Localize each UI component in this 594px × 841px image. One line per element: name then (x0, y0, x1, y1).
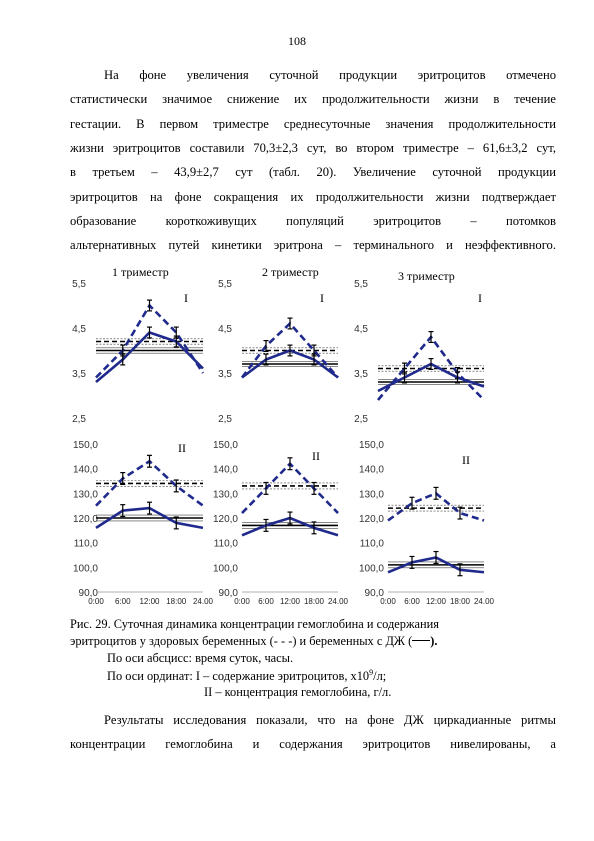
y-tick-label: 100,0 (212, 563, 238, 575)
caption-line-4-text: По оси ординат: I – содержание эритроцитов, х10 (107, 669, 370, 684)
y-tick-label: 120,0 (212, 514, 238, 525)
panel-label: II (462, 453, 470, 467)
x-tick-label: 0:00 (88, 597, 104, 606)
figure-29-charts (0, 258, 594, 620)
y-tick-label: 90,0 (78, 588, 98, 599)
caption-line-3: По оси абсцисс: время суток, часы. (107, 651, 294, 665)
text-line: статистически значимое снижение их продолжительности жизни в течение (70, 92, 556, 107)
y-tick-label: 120,0 (358, 514, 384, 525)
text-line: образование короткоживущих популяций эритроцитов – потомков (70, 213, 556, 228)
x-tick-label: 24.00 (192, 597, 214, 606)
caption-line-5: II – концентрация гемоглобина, г/л. (204, 685, 392, 699)
y-tick-label: 130,0 (212, 489, 238, 501)
x-tick-label: 6:00 (404, 597, 420, 606)
y-tick-label: 5,5 (218, 279, 232, 290)
y-tick-label: 150,0 (358, 440, 384, 451)
y-tick-label: 150,0 (72, 440, 98, 451)
x-tick-label: 18:00 (449, 597, 471, 606)
text-line: На фоне увеличения суточной продукции эритроцитов отмечено (104, 68, 556, 82)
y-tick-label: 5,5 (72, 279, 86, 290)
x-tick-label: 0:00 (234, 597, 250, 606)
y-tick-label: 90,0 (218, 588, 238, 599)
panel-label: I (184, 291, 188, 305)
page-number: 108 (288, 34, 306, 48)
x-tick-label: 24.00 (473, 597, 495, 606)
y-tick-label: 130,0 (358, 489, 384, 501)
y-tick-label: 110,0 (359, 538, 384, 550)
y-tick-label: 2,5 (218, 414, 232, 425)
y-tick-label: 100,0 (358, 563, 384, 575)
trimester-title: 1 триместр (112, 265, 169, 279)
x-tick-label: 12:00 (139, 597, 160, 606)
panel-label: I (478, 291, 482, 305)
caption-line-1: Рис. 29. Суточная динамика концентрации гемоглобина и содержания (70, 617, 439, 631)
y-tick-label: 4,5 (72, 324, 86, 335)
text-line: Результаты исследования показали, что на фоне ДЖ циркадианные ритмы (104, 713, 556, 727)
x-tick-label: 12:00 (425, 597, 447, 606)
y-tick-label: 3,5 (72, 369, 86, 380)
x-tick-label: 0:00 (380, 597, 396, 606)
x-tick-label: 24.00 (327, 597, 349, 606)
x-tick-label: 6:00 (258, 597, 274, 606)
caption-superscript: 9 (369, 668, 374, 677)
panel-label: II (178, 441, 186, 455)
y-tick-label: 150,0 (212, 440, 238, 451)
x-tick-label: 6:00 (114, 597, 131, 606)
x-tick-label: 18:00 (166, 597, 187, 606)
y-tick-label: 110,0 (73, 538, 98, 550)
series-ida (96, 333, 203, 383)
panel-label: II (312, 449, 320, 463)
text-line: жизни эритроцитов составили 70,3±2,3 сут, во втором триместре – 61,6±3,2 сут, (70, 140, 556, 155)
caption-line-4-unit: /л; (373, 669, 387, 684)
y-tick-label: 140,0 (72, 464, 98, 476)
y-tick-label: 2,5 (72, 414, 86, 425)
y-tick-label: 4,5 (218, 324, 232, 335)
caption-line-2 (70, 634, 437, 649)
text-line: в третьем – 43,9±2,7 сут (табл. 20). Увеличение суточной продукции (70, 165, 556, 180)
y-tick-label: 90,0 (364, 588, 384, 599)
y-tick-label: 140,0 (212, 464, 238, 476)
solid-line-symbol (412, 640, 430, 641)
panel-label: I (320, 291, 324, 305)
text-line: концентрации гемоглобина и содержания эритроцитов нивелированы, а (70, 737, 556, 752)
text-line: эритроцитов на фоне сокращения их продолжительности жизни подтверждает (70, 189, 556, 204)
trimester-title: 3 триместр (398, 269, 455, 283)
text-line: альтернативных путей кинетики эритрона – терминального и неэффективного. (70, 238, 556, 253)
caption-line-4 (107, 668, 386, 684)
series-healthy (242, 464, 338, 513)
y-tick-label: 130,0 (72, 489, 98, 501)
x-tick-label: 12:00 (279, 597, 301, 606)
y-tick-label: 3,5 (218, 369, 232, 380)
y-tick-label: 140,0 (358, 464, 384, 476)
y-tick-label: 5,5 (354, 279, 368, 290)
y-tick-label: 3,5 (354, 369, 368, 380)
caption-line-2-tail: ). (430, 634, 438, 648)
y-tick-label: 110,0 (213, 538, 238, 550)
trimester-title: 2 триместр (262, 265, 319, 279)
x-tick-label: 18:00 (303, 597, 325, 606)
y-tick-label: 100,0 (72, 563, 98, 575)
y-tick-label: 2,5 (354, 414, 368, 425)
text-line: гестации. В первом триместре среднесуточные значения продолжительности (70, 116, 556, 131)
y-tick-label: 120,0 (72, 514, 98, 525)
y-tick-label: 4,5 (354, 324, 368, 335)
caption-line-2-text: эритроцитов у здоровых беременных (- - -) и беременных с ДЖ ( (70, 634, 413, 648)
